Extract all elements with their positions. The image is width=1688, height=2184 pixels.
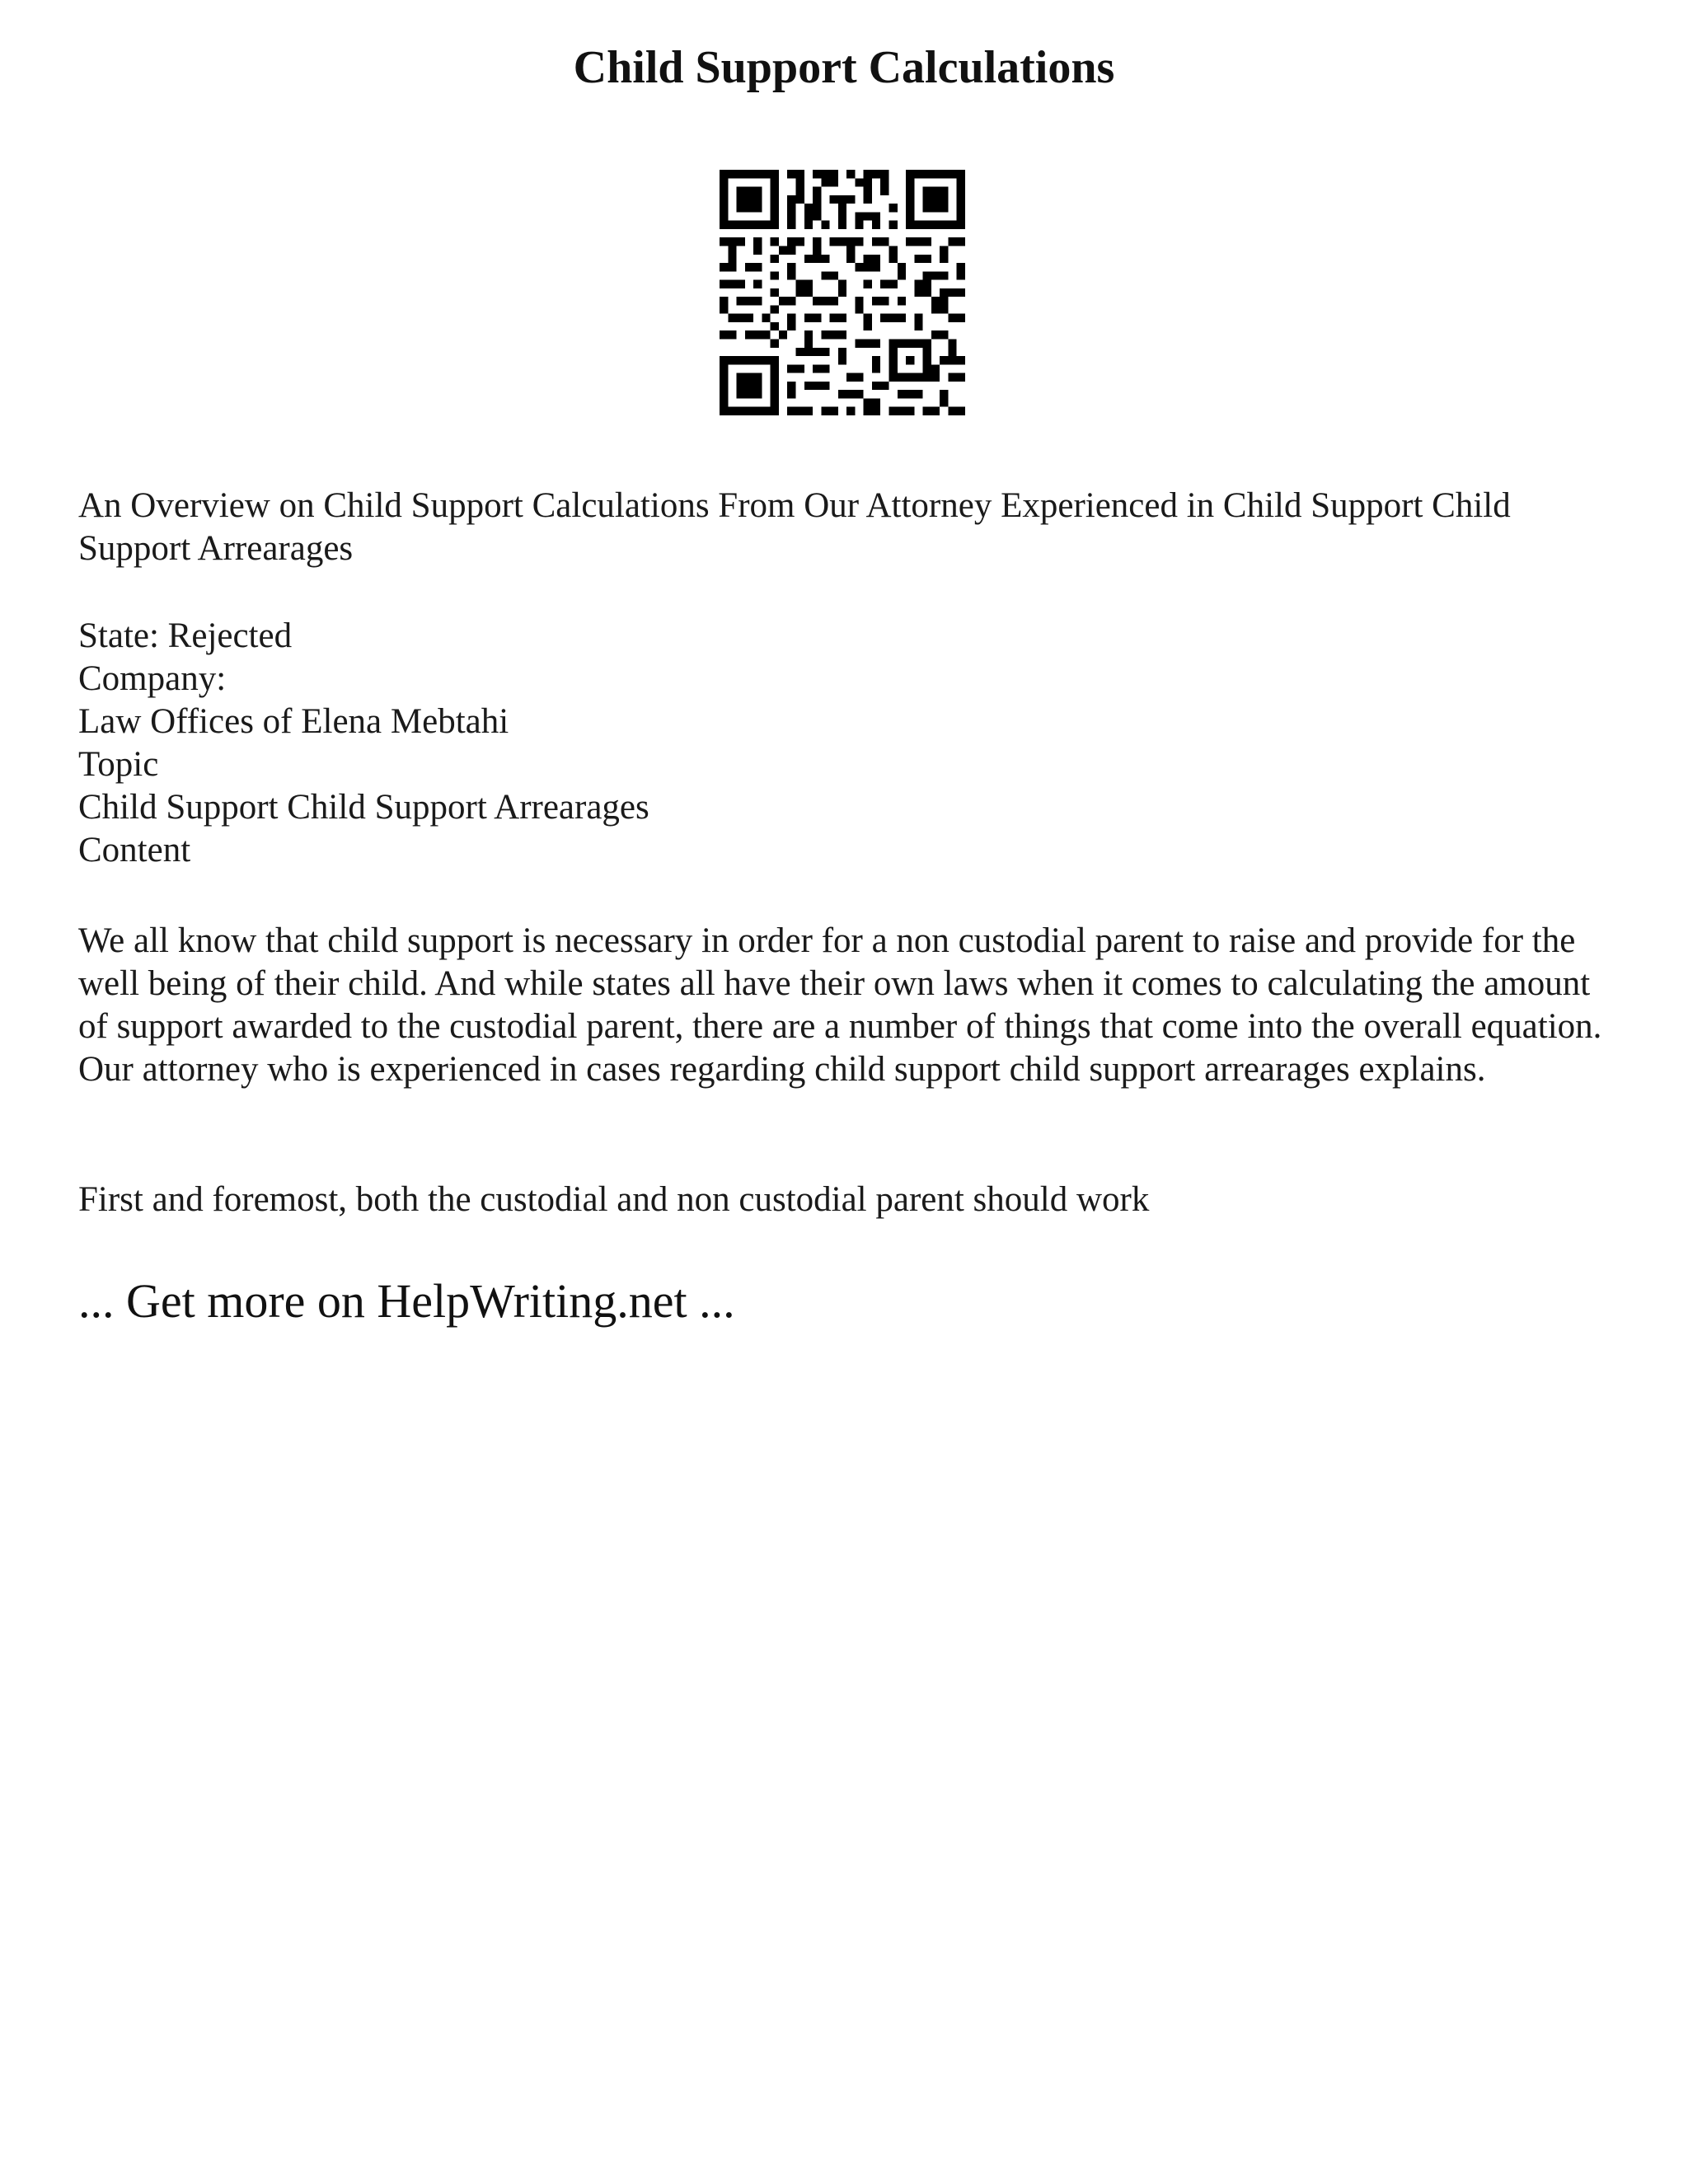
topic-value: Child Support Child Support Arrearages xyxy=(78,788,649,827)
body-paragraph-2: First and foremost, both the custodial and non custodial parent should work xyxy=(78,1180,1150,1219)
company-label: Company: xyxy=(78,659,227,698)
get-more-link[interactable]: ... Get more on HelpWriting.net ... xyxy=(78,1274,735,1328)
page-title: Child Support Calculations xyxy=(573,42,1115,93)
topic-label: Topic xyxy=(78,745,159,784)
body-paragraph: We all know that child support is necessary in order for a non custodial parent to raise and provide for the well being of their child. And while states all have their own laws when it comes to calculating the amount of support awarded to the custodial parent, there are a number of things that come into the overall equation. Our attorney who is experienced in cases regarding child support child support arrearages explains. xyxy=(78,921,1602,1089)
intro-text: An Overview on Child Support Calculations From Our Attorney Experienced in Child Support Child Support Arrearages xyxy=(78,486,1511,568)
content-label: Content xyxy=(78,831,191,869)
state-line: State: Rejected xyxy=(78,616,293,655)
metadata-block xyxy=(78,615,1628,872)
company-value: Law Offices of Elena Mebtahi xyxy=(78,702,509,741)
qr-code-icon xyxy=(720,170,965,415)
